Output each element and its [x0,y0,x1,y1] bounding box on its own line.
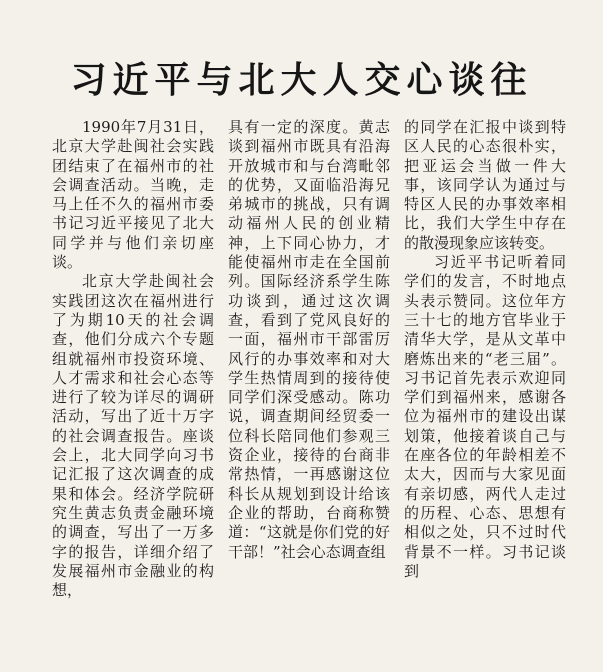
paragraph: 1990年7月31日，北京大学赴闽社会实践团结束了在福州市的社会调查活动。当晚，走马上任不久的福州市委书记习近平接见了北大同学并与他们亲切座谈。 [52,118,214,272]
text-column-1 [52,118,214,666]
text-column-2 [228,118,390,666]
text-column-3 [404,118,566,666]
article-body [52,118,566,666]
paragraph: 北京大学赴闽社会实践团这次在福州进行了为期10天的社会调查，他们分成六个专题组就福州市投资环境、人才需求和社会心态等进行了较为详尽的调研活动，写出了近十万字的社会调查报告。座谈会上，北大同学向习书记汇报了这次调查的成果和体会。经济学院研究生黄志负责金融环境的调查，写出了一万多字的报告，详细介绍了发展福州市金融业的构想， [52,272,214,600]
paragraph: 习近平书记听着同学们的发言，不时地点头表示赞同。这位年方三十七的地方官毕业于清华大学，是从文革中磨炼出来的“老三届”。习书记首先表示欢迎同学们到福州来，感谢各位为福州市的建设出谋划策，他接着谈自己与在座各位的年龄相差不太大，因而与大家见面有亲切感，两代人走过的历程、心态、思想有相似之处，只不过时代背景不一样。习书记谈到 [404,253,566,580]
article-headline: 习近平与北大人交心谈往 [70,60,533,101]
paragraph: 的同学在汇报中谈到特区人民的心态很朴实，把亚运会当做一件大事，该同学认为通过与特区人民的办事效率相比，我们大学生中存在的散漫现象应该转变。 [404,118,566,252]
paragraph: 具有一定的深度。黄志谈到福州市既具有沿海开放城市和与台湾毗邻的优势，又面临沿海兄弟城市的挑战，只有调动福州人民的创业精神，上下同心协力，才能使福州市走在全国前列。国际经济系学生陈功谈到，通过这次调查，看到了党风良好的一面，福州市干部雷厉风行的办事效率和对大学生热情周到的接待使同学们深受感动。陈功说，调查期间经贸委一位科长陪同他们参观三资企业，接待的台商非常热情，一再感谢这位科长从规划到设计给该企业的帮助，台商称赞道：“这就是你们党的好干部！”社会心态调查组 [228,118,390,561]
